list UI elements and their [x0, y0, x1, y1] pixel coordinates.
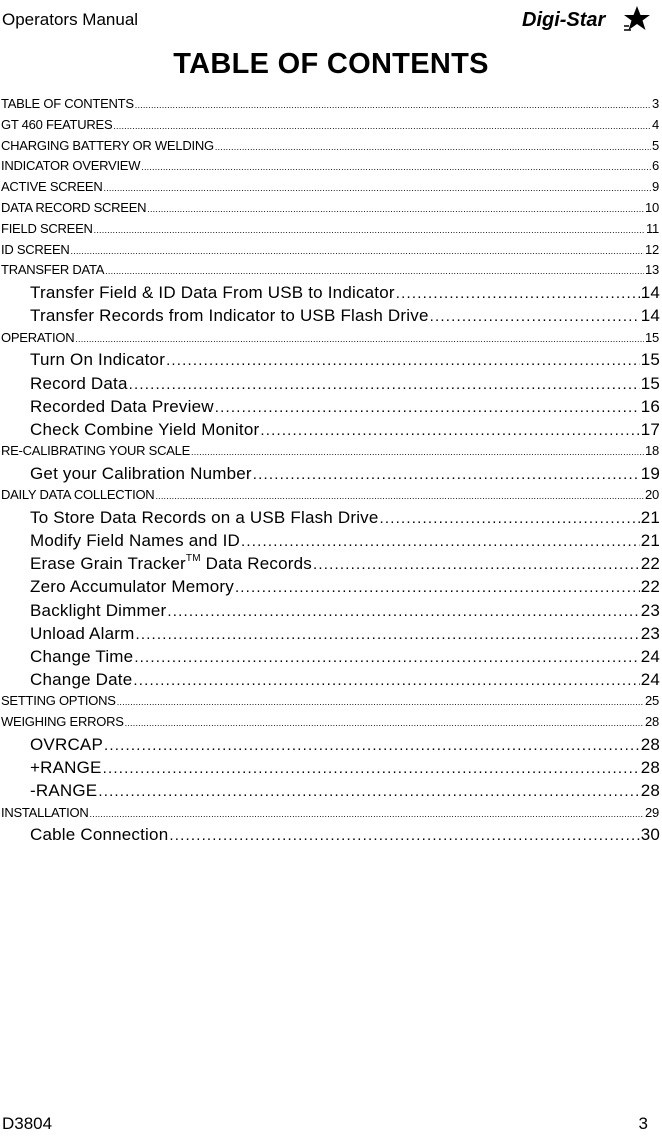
toc-entry-title: Erase Grain Tracker™ Data Records	[30, 554, 313, 574]
toc-page-number: 13	[645, 262, 659, 278]
toc-page-number: 28	[645, 714, 659, 730]
toc-page-number: 22	[640, 577, 660, 597]
dot-leader	[260, 420, 639, 440]
toc-entry-title: ACTIVE SCREEN	[1, 179, 103, 195]
toc-entry-title: +RANGE	[30, 758, 102, 778]
toc-section-entry[interactable]	[0, 221, 662, 242]
toc-page-number: 20	[645, 487, 659, 503]
toc-entry-title: WEIGHING ERRORS	[1, 714, 124, 730]
toc-entry-title: OVRCAP	[30, 734, 103, 754]
toc-entry-title: Transfer Field & ID Data From USB to Indicator	[30, 283, 395, 303]
dot-leader	[90, 805, 644, 820]
toc-section-entry[interactable]	[0, 443, 662, 464]
dot-leader	[103, 758, 640, 778]
toc-entry-title: Turn On Indicator	[30, 350, 166, 370]
toc-subsection-entry[interactable]	[0, 577, 662, 600]
toc-section-entry[interactable]	[0, 242, 662, 263]
toc-page-number: 25	[645, 693, 659, 709]
toc-entry-title: INSTALLATION	[1, 804, 89, 820]
toc-page-number: 21	[640, 507, 660, 527]
toc-subsection-entry[interactable]	[0, 624, 662, 647]
dot-leader	[253, 464, 640, 484]
toc-page-number: 14	[640, 306, 660, 326]
toc-entry-title: CHARGING BATTERY OR WELDING	[1, 137, 214, 153]
toc-page-number: 29	[645, 804, 659, 820]
toc-subsection-entry[interactable]	[0, 735, 662, 758]
toc-page-number: 15	[640, 350, 660, 370]
toc-page-number: 11	[646, 220, 659, 236]
document-number: D3804	[2, 1114, 53, 1133]
toc-page-number: 28	[640, 734, 660, 754]
toc-page-number: 28	[640, 781, 660, 801]
toc-page-number: 23	[640, 600, 660, 620]
dot-leader	[215, 138, 651, 153]
toc-subsection-entry[interactable]	[0, 350, 662, 373]
toc-page-number: 28	[640, 758, 660, 778]
toc-entry-title: TABLE OF CONTENTS	[1, 96, 134, 111]
page-title: TABLE OF CONTENTS	[173, 48, 489, 80]
toc-page-number: 17	[640, 419, 660, 439]
dot-leader	[141, 158, 651, 173]
dot-leader	[129, 374, 640, 394]
toc-section-entry[interactable]	[0, 262, 662, 283]
dot-leader	[134, 647, 639, 667]
toc-entry-title: Check Combine Yield Monitor	[30, 419, 260, 439]
toc-subsection-entry[interactable]	[0, 781, 662, 804]
toc-entry-title: Cable Connection	[30, 825, 169, 845]
toc-entry-title: FIELD SCREEN	[1, 220, 93, 236]
dot-leader	[105, 262, 644, 277]
dot-leader	[313, 554, 640, 574]
toc-entry-title: OPERATION	[1, 329, 75, 345]
dot-leader	[191, 443, 644, 458]
dot-leader	[167, 601, 639, 621]
toc-subsection-entry[interactable]	[0, 397, 662, 420]
toc-subsection-entry[interactable]	[0, 531, 662, 554]
page-number: 3	[638, 1114, 648, 1133]
toc-section-entry[interactable]	[0, 179, 662, 200]
dot-leader	[104, 735, 640, 755]
toc-page-number: 12	[645, 241, 659, 257]
toc-section-entry[interactable]	[0, 693, 662, 714]
dot-leader	[75, 330, 644, 345]
toc-subsection-entry[interactable]	[0, 508, 662, 531]
dot-leader	[98, 781, 639, 801]
toc-section-entry[interactable]	[0, 96, 662, 117]
toc-subsection-entry[interactable]	[0, 464, 662, 487]
toc-subsection-entry[interactable]	[0, 374, 662, 397]
toc-section-entry[interactable]	[0, 158, 662, 179]
toc-entry-title: SETTING OPTIONS	[1, 693, 116, 709]
toc-page-number: 24	[640, 670, 660, 690]
toc-entry-title: Record Data	[30, 373, 128, 393]
toc-entry-title: Modify Field Names and ID	[30, 531, 241, 551]
manual-title: Operators Manual	[2, 10, 139, 29]
toc-page-number: 5	[652, 137, 659, 153]
toc-section-entry[interactable]	[0, 117, 662, 138]
toc-entry-title: INDICATOR OVERVIEW	[1, 158, 141, 174]
dot-leader	[147, 200, 644, 215]
toc-page-number: 9	[652, 179, 659, 195]
toc-page-number: 23	[640, 623, 660, 643]
dot-leader	[135, 96, 651, 111]
toc-page-number: 22	[640, 554, 660, 574]
toc-subsection-entry[interactable]	[0, 601, 662, 624]
toc-subsection-entry[interactable]	[0, 825, 662, 848]
dot-leader	[104, 179, 652, 194]
toc-page-number: 3	[652, 96, 659, 111]
toc-page-number: 24	[640, 647, 660, 666]
toc-section-entry[interactable]	[0, 805, 662, 826]
toc-entry-title: Change Time	[30, 647, 134, 666]
toc-entry-title: TRANSFER DATA	[1, 262, 105, 278]
table-of-contents	[0, 96, 662, 849]
dot-leader	[430, 306, 640, 326]
dot-leader	[117, 693, 644, 708]
toc-page-number: 30	[640, 825, 660, 845]
dot-leader	[94, 221, 645, 236]
toc-page-number: 4	[652, 116, 659, 132]
toc-entry-title: Backlight Dimmer	[30, 600, 167, 620]
dot-leader	[241, 531, 640, 551]
toc-entry-title: Recorded Data Preview	[30, 396, 214, 416]
toc-subsection-entry[interactable]	[0, 647, 662, 670]
toc-entry-title: -RANGE	[30, 781, 98, 801]
dot-leader	[169, 825, 639, 845]
toc-page-number: 19	[640, 463, 660, 483]
digi-star-logo	[520, 4, 652, 32]
toc-subsection-entry[interactable]	[0, 420, 662, 443]
toc-subsection-entry[interactable]	[0, 554, 662, 577]
logo-text: Digi-Star	[522, 9, 606, 31]
toc-subsection-entry[interactable]	[0, 670, 662, 693]
toc-section-entry[interactable]	[0, 714, 662, 735]
toc-entry-title: Zero Accumulator Memory	[30, 577, 234, 597]
dot-leader	[135, 624, 639, 644]
dot-leader	[380, 508, 640, 528]
toc-page-number: 6	[652, 158, 659, 174]
toc-subsection-entry[interactable]	[0, 306, 662, 329]
toc-page-number: 18	[645, 443, 659, 459]
dot-leader	[166, 350, 640, 370]
toc-entry-title: Get your Calibration Number	[30, 463, 252, 483]
dot-leader	[133, 670, 639, 690]
toc-page-number: 15	[645, 329, 659, 345]
toc-entry-title: Transfer Records from Indicator to USB Flash Drive	[30, 306, 429, 326]
toc-entry-title: Unload Alarm	[30, 623, 135, 643]
dot-leader	[113, 117, 651, 132]
dot-leader	[125, 714, 644, 729]
toc-entry-title: RE-CALIBRATING YOUR SCALE	[1, 443, 191, 459]
toc-entry-title: DATA RECORD SCREEN	[1, 199, 147, 215]
toc-section-entry[interactable]	[0, 200, 662, 221]
toc-entry-title: Change Date	[30, 670, 133, 690]
toc-section-entry[interactable]	[0, 330, 662, 351]
dot-leader	[235, 577, 640, 597]
toc-entry-title: To Store Data Records on a USB Flash Drive	[30, 507, 379, 527]
toc-page-number: 10	[645, 199, 659, 215]
toc-page-number: 16	[640, 396, 660, 416]
trademark-superscript: TM	[185, 554, 201, 565]
dot-leader	[215, 397, 640, 417]
toc-section-entry[interactable]	[0, 138, 662, 159]
toc-entry-title: DAILY DATA COLLECTION	[1, 487, 155, 503]
toc-entry-title: ID SCREEN	[1, 241, 70, 257]
toc-section-entry[interactable]	[0, 487, 662, 508]
dot-leader	[396, 283, 640, 303]
dot-leader	[155, 487, 644, 502]
toc-subsection-entry[interactable]	[0, 758, 662, 781]
toc-subsection-entry[interactable]	[0, 283, 662, 306]
toc-page-number: 15	[640, 373, 660, 393]
toc-page-number: 14	[640, 283, 660, 303]
dot-leader	[71, 242, 644, 257]
toc-page-number: 21	[640, 531, 660, 551]
toc-entry-title: GT 460 FEATURES	[1, 116, 113, 132]
